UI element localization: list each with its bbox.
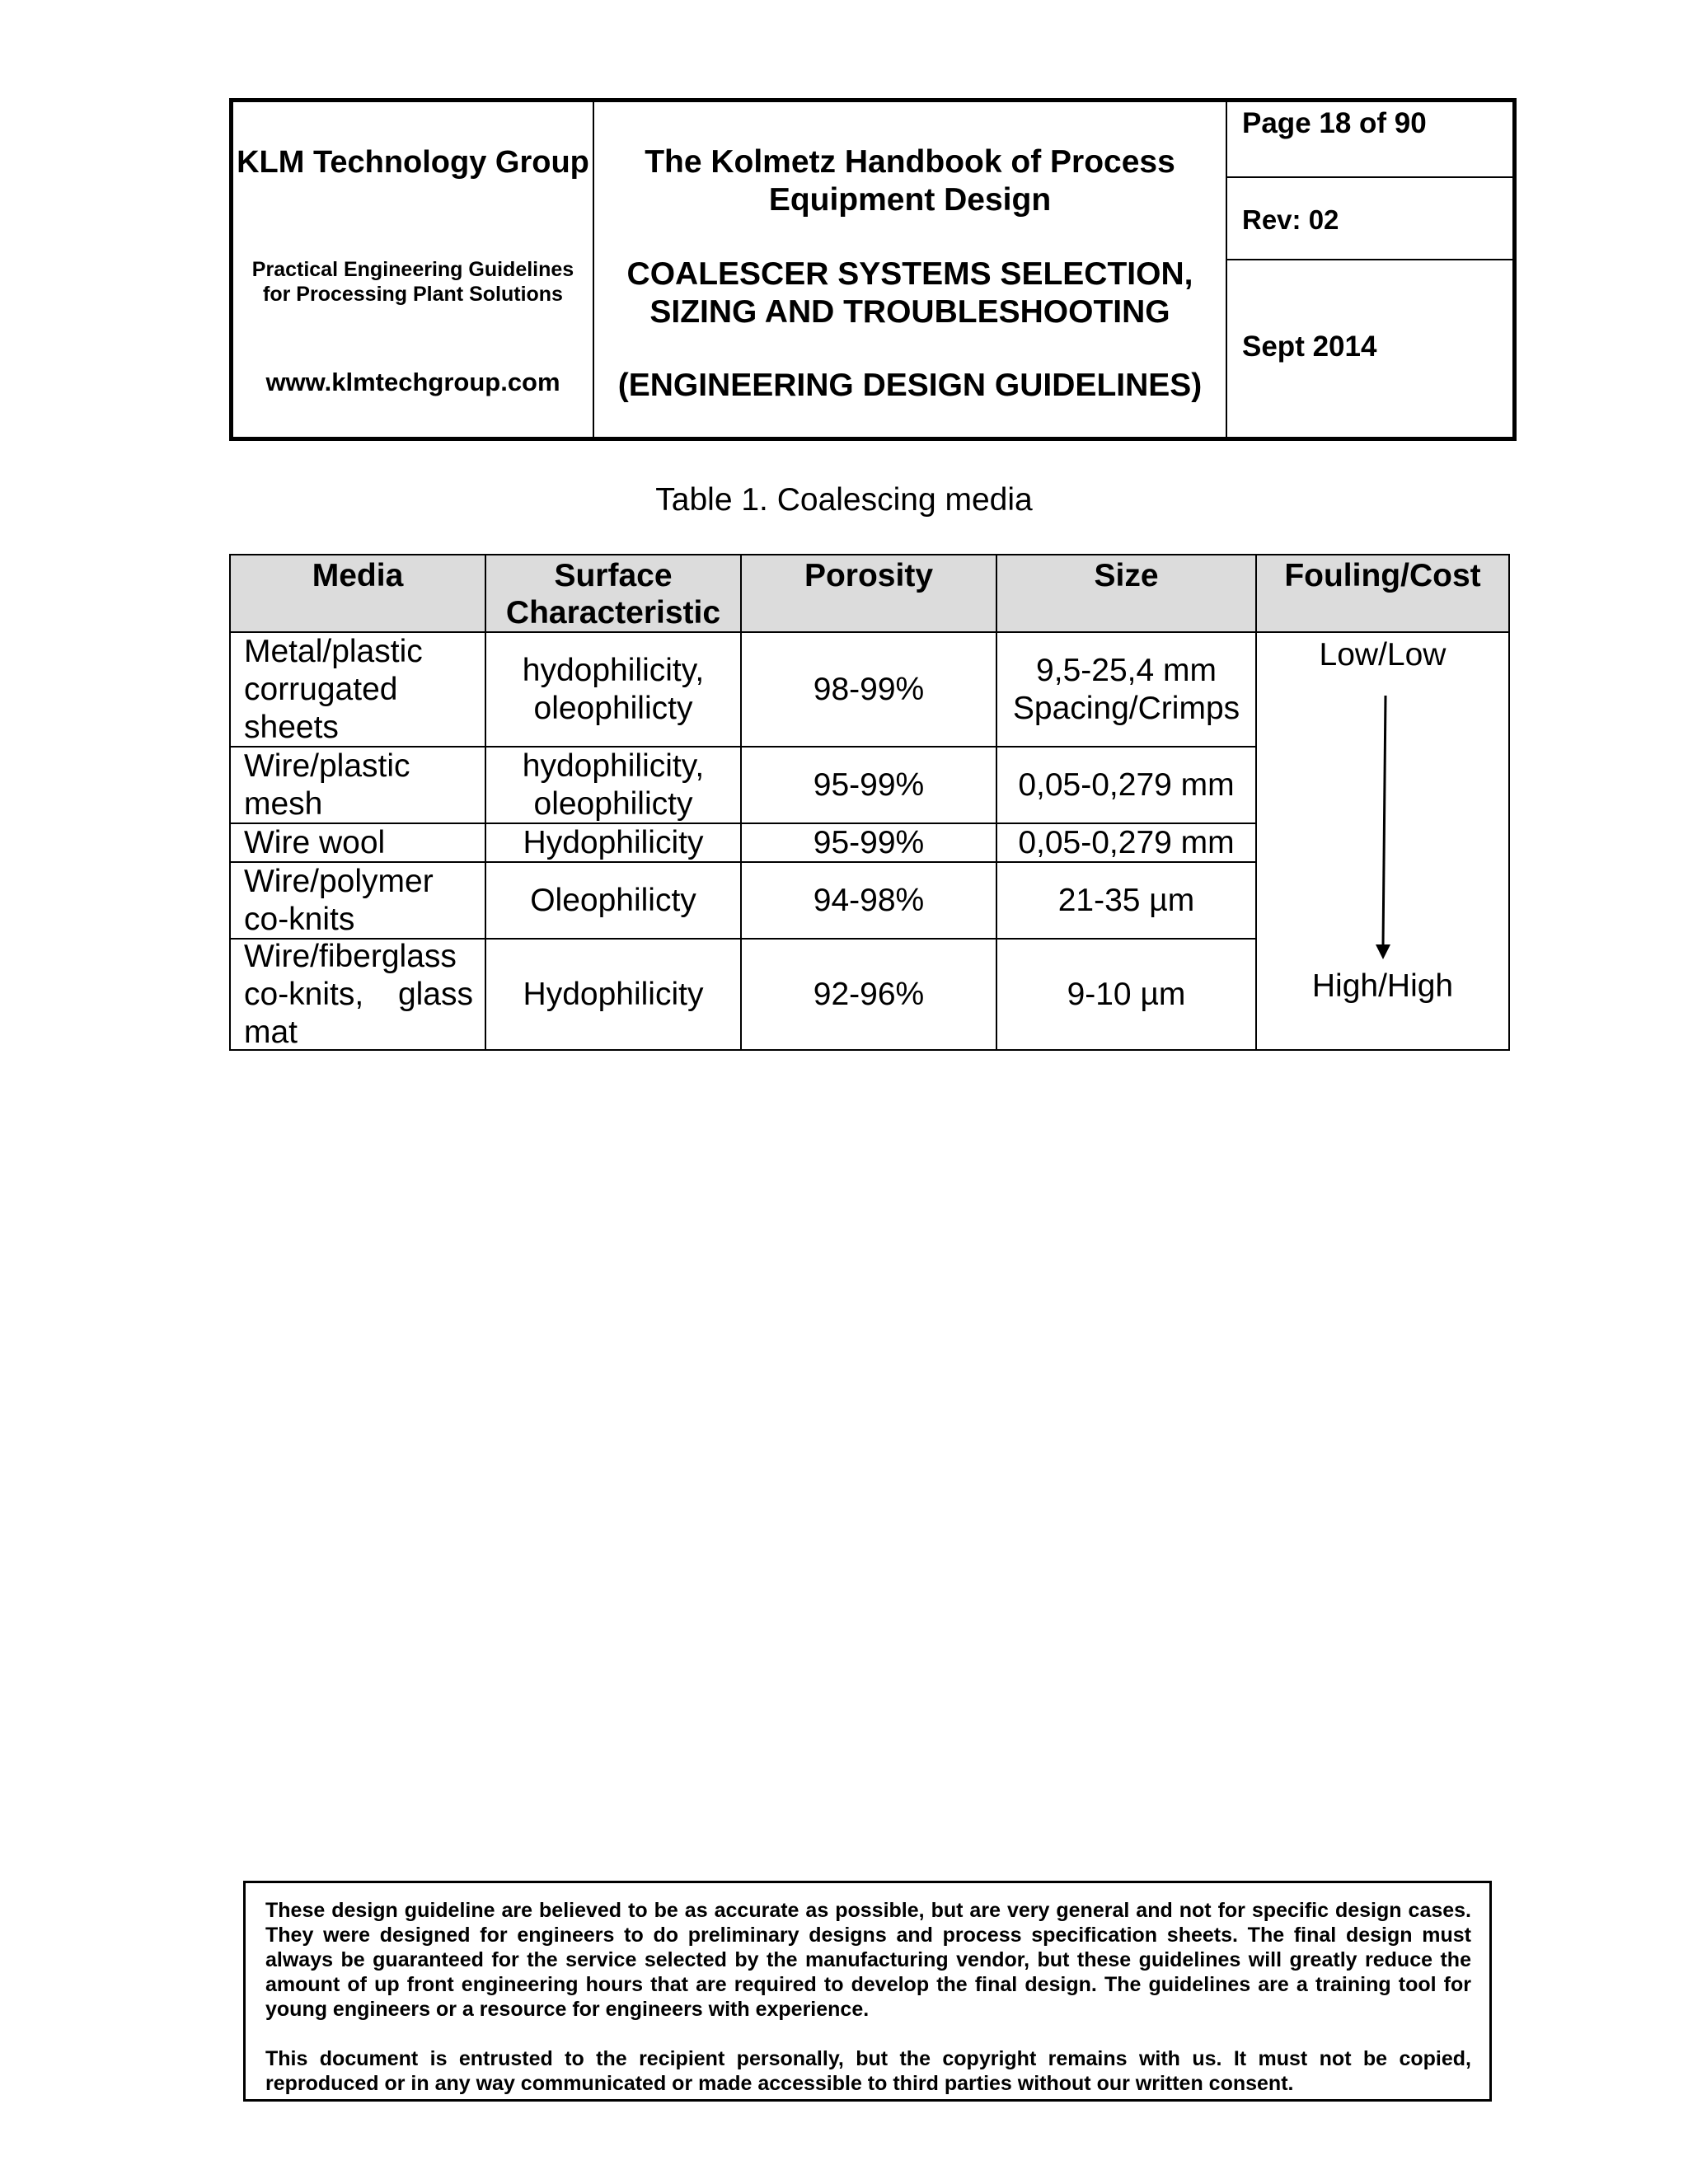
- table-caption: Table 1. Coalescing media: [655, 482, 1033, 518]
- table-row-1-surface: hydophilicity, oleophilicty: [485, 631, 742, 748]
- table-row-2-media: Wire/plastic mesh: [229, 746, 486, 824]
- table-row-3-surface: Hydophilicity: [485, 823, 742, 863]
- company-website: www.klmtechgroup.com: [265, 368, 560, 396]
- document-title: COALESCER SYSTEMS SELECTION, SIZING AND TROUBLESHOOTING: [626, 256, 1193, 330]
- column-header-fouling-cost: Fouling/Cost: [1255, 554, 1510, 633]
- document-header: [229, 98, 1517, 441]
- company-name: KLM Technology Group: [237, 145, 589, 180]
- column-header-porosity: Porosity: [740, 554, 997, 633]
- title-block: [594, 102, 1227, 437]
- table-row-5-size: 9-10 µm: [996, 938, 1257, 1051]
- table-row-1-media: Metal/plastic corrugated sheets: [229, 631, 486, 748]
- table-row-3-porosity: 95-99%: [740, 823, 997, 863]
- disclaimer-paragraph-2: This document is entrusted to the recipient personally, but the copyright remains with us. It must not be copied, reproduced or in any way communicated or made accessible to third parties without our written consent.: [265, 2047, 1471, 2095]
- table-row-5-porosity: 92-96%: [740, 938, 997, 1051]
- table-row-3-size: 0,05-0,279 mm: [996, 823, 1257, 863]
- issue-date: Sept 2014: [1242, 330, 1377, 363]
- handbook-title: The Kolmetz Handbook of Process Equipment Design: [645, 144, 1175, 218]
- company-tagline: Practical Engineering Guidelines for Processing Plant Solutions: [251, 258, 574, 306]
- company-block: [233, 102, 594, 437]
- table-row-2-size: 0,05-0,279 mm: [996, 746, 1257, 824]
- document-subtitle: (ENGINEERING DESIGN GUIDELINES): [617, 368, 1203, 403]
- table-row-1-porosity: 98-99%: [740, 631, 997, 748]
- table-row-4-media: Wire/polymer co-knits: [229, 861, 486, 940]
- page-number: Page 18 of 90: [1227, 102, 1512, 178]
- table-row-5-surface: Hydophilicity: [485, 938, 742, 1051]
- table-row-2-surface: hydophilicity, oleophilicty: [485, 746, 742, 824]
- fouling-cost-column: [1255, 631, 1510, 1051]
- column-header-media: Media: [229, 554, 486, 633]
- table-row-5-media: Wire/fiberglass co-knits, glass mat: [229, 938, 486, 1051]
- disclaimer-paragraph-1: These design guideline are believed to be as accurate as possible, but are very general and not for specific design cases. They were designed for engineers to do preliminary designs and process specification sheets. The final design must always be guaranteed for the service selected by the manufacturing vendor, but these guidelines will greatly reduce the amount of up front engineering hours that are required to develop the final design. The guidelines are a training tool for young engineers or a resource for engineers with experience.: [265, 1899, 1471, 2021]
- table-row-2-porosity: 95-99%: [740, 746, 997, 824]
- table-row-3-media: Wire wool: [229, 823, 486, 863]
- table-row-4-size: 21-35 µm: [996, 861, 1257, 940]
- revision: Rev: 02: [1227, 178, 1512, 260]
- meta-block: [1227, 102, 1512, 437]
- column-header-surface: Surface Characteristic: [485, 554, 742, 633]
- disclaimer-box: [243, 1881, 1492, 2102]
- fouling-cost-high: High/High: [1311, 968, 1454, 1004]
- fouling-cost-low: Low/Low: [1319, 637, 1447, 673]
- table-row-4-porosity: 94-98%: [740, 861, 997, 940]
- coalescing-media-table: [229, 554, 1510, 1051]
- table-row-1-size: 9,5-25,4 mm Spacing/Crimps: [996, 631, 1257, 748]
- table-row-4-surface: Oleophilicty: [485, 861, 742, 940]
- column-header-size: Size: [996, 554, 1257, 633]
